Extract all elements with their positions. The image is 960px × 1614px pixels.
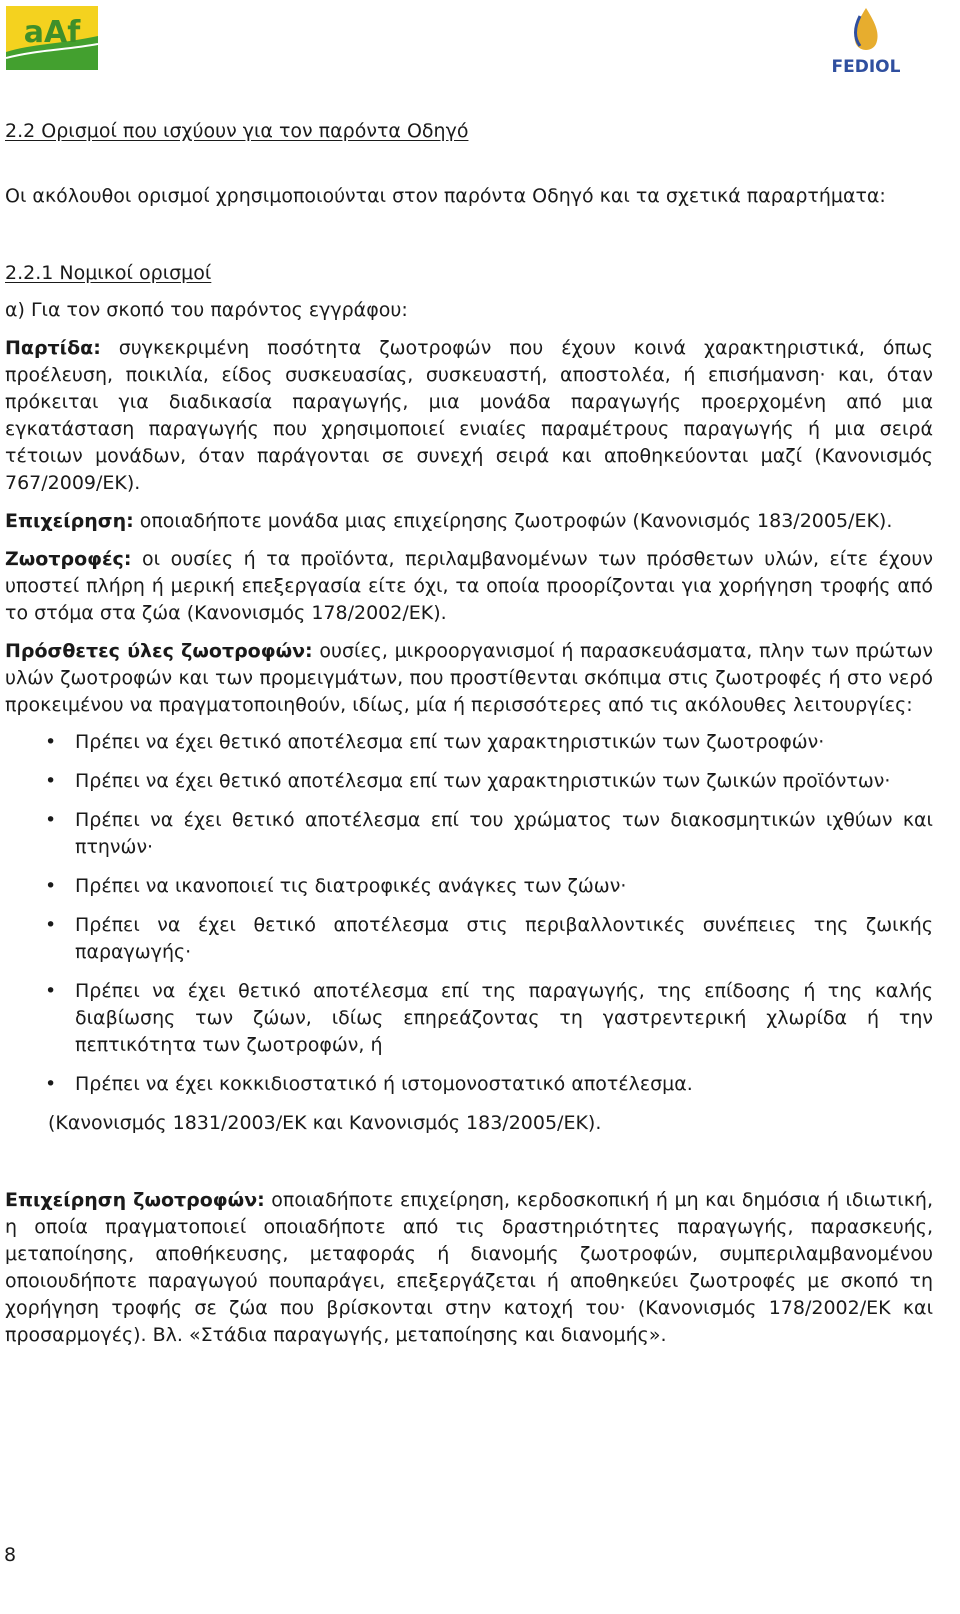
list-item (5, 729, 933, 756)
sub-a-label: α) Για τον σκοπό του παρόντος εγγράφου: (5, 299, 408, 321)
bullet-text: Πρέπει να ικανοποιεί τις διατροφικές ανάγκες των ζώων· (75, 875, 627, 897)
list-item (5, 873, 933, 900)
regulation-reference: (Κανονισμός 1831/2003/ΕΚ και Κανονισμός 183/2005/ΕΚ). (48, 1112, 602, 1134)
sub-heading: 2.2.1 Νομικοί ορισμοί (5, 262, 212, 284)
definition-term: Επιχείρηση ζωοτροφών: (5, 1189, 265, 1211)
bullet-marker: • (45, 914, 57, 936)
fediol-logo-graphic (826, 4, 906, 78)
definition-text: οι ουσίες ή τα προϊόντα, περιλαμβανομένων των πρόσθετων υλών, είτε έχουν υποστεί πλήρη ή μερική επεξεργασία είτε όχι, τα οποία προορίζονται για χορήγηση τροφής από το στόμα στα ζώα (Κανονισμός 178/2002/ΕΚ). (5, 548, 933, 624)
bullet-list (5, 729, 933, 1098)
fediol-logo (826, 4, 906, 78)
definition-term: Παρτίδα: (5, 337, 101, 359)
definition-feed-additives (5, 638, 933, 719)
definition-batch (5, 335, 933, 497)
bullet-text: Πρέπει να έχει θετικό αποτέλεσμα επί της παραγωγής, της επίδοσης ή της καλής διαβίωσης των ζώων, ιδίως επηρεάζοντας τη γαστρεντερική χλωρίδα ή την πεπτικότητα των ζωοτροφών, ή (75, 980, 933, 1056)
aaf-logo (6, 6, 98, 70)
aaf-logo-graphic (6, 6, 98, 70)
aaf-logo-text: aAf (23, 15, 81, 50)
document-body (5, 118, 933, 1349)
list-item (5, 1071, 933, 1098)
definition-term: Πρόσθετες ύλες ζωοτροφών: (5, 640, 313, 662)
definition-text: συγκεκριμένη ποσότητα ζωοτροφών που έχουν κοινά χαρακτηριστικά, όπως προέλευση, ποικιλία, είδος συσκευασίας, συσκευαστή, αποστολέα, ή επισήμανση· και, όταν πρόκειται για διαδικασία παραγωγής, μια μονάδα παραγωγής προερχομένη από μια εγκατάσταση παραγωγής που χρησιμοποιεί ενιαίες παραμέτρους παραγωγής ή μια σειρά τέτοιων μονάδων, όταν παράγονται σε συνεχή σειρά και αποθηκεύονται μαζί (Κανονισμός 767/2009/ΕΚ). (5, 337, 933, 494)
bullet-marker: • (45, 875, 57, 897)
definition-text: οποιαδήποτε επιχείρηση, κερδοσκοπική ή μη και δημόσια ή ιδιωτική, η οποία πραγματοποιεί οποιαδήποτε από τις δραστηριότητες παραγωγής, παρασκευής, μεταποίησης, αποθήκευσης, μεταφοράς ή διανομής ζωοτροφών, συμπεριλαμβανομένου οποιουδήποτε παραγωγού πουπαράγει, επεξεργάζεται ή αποθηκεύει ζωοτροφές με σκοπό τη χορήγηση τροφής σε ζώα που βρίσκονται στην κατοχή του· (Κανονισμός 178/2002/ΕΚ και προσαρμογές). Βλ. «Στάδια παραγωγής, μεταποίησης και διανομής». (5, 1189, 933, 1346)
definition-text: ουσίες, μικροοργανισμοί ή παρασκευάσματα, πλην των πρώτων υλών ζωοτροφών και των προμειγμάτων, που προστίθενται σκόπιμα στις ζωοτροφές ή στο νερό προκειμένου να πραγματοποιηθούν, ιδίως, μία ή περισσότερες από τις ακόλουθες λειτουργίες: (5, 640, 934, 716)
list-item (5, 807, 933, 861)
bullet-marker: • (45, 809, 57, 831)
list-item (5, 768, 933, 795)
bullet-marker: • (45, 1073, 57, 1095)
list-item (5, 912, 933, 966)
definition-term: Ζωοτροφές: (5, 548, 132, 570)
bullet-text: Πρέπει να έχει θετικό αποτέλεσμα επί των χαρακτηριστικών των ζωικών προϊόντων· (75, 770, 891, 792)
fediol-logo-text: FEDIOL (831, 57, 901, 77)
intro-paragraph: Οι ακόλουθοι ορισμοί χρησιμοποιούνται στον παρόντα Οδηγό και τα σχετικά παραρτήματα: (5, 185, 886, 207)
bullet-marker: • (45, 731, 57, 753)
definition-establishment (5, 508, 933, 535)
bullet-text: Πρέπει να έχει κοκκιδιοστατικό ή ιστομονοστατικό αποτέλεσμα. (75, 1073, 693, 1095)
section-heading: 2.2 Ορισμοί που ισχύουν για τον παρόντα Οδηγό (5, 120, 469, 142)
bullet-text: Πρέπει να έχει θετικό αποτέλεσμα στις περιβαλλοντικές συνέπειες της ζωικής παραγωγής· (75, 914, 933, 963)
list-item (5, 978, 933, 1059)
bullet-text: Πρέπει να έχει θετικό αποτέλεσμα επί του χρώματος των διακοσμητικών ιχθύων και πτηνών· (75, 809, 933, 858)
bullet-marker: • (45, 770, 57, 792)
definition-text: οποιαδήποτε μονάδα μιας επιχείρησης ζωοτροφών (Κανονισμός 183/2005/ΕΚ). (133, 510, 893, 532)
page-number: 8 (4, 1544, 17, 1566)
bullet-marker: • (45, 980, 57, 1002)
definition-feed (5, 546, 933, 627)
bullet-text: Πρέπει να έχει θετικό αποτέλεσμα επί των χαρακτηριστικών των ζωοτροφών· (75, 731, 825, 753)
definition-feed-business (5, 1187, 933, 1349)
definition-term: Επιχείρηση: (5, 510, 134, 532)
